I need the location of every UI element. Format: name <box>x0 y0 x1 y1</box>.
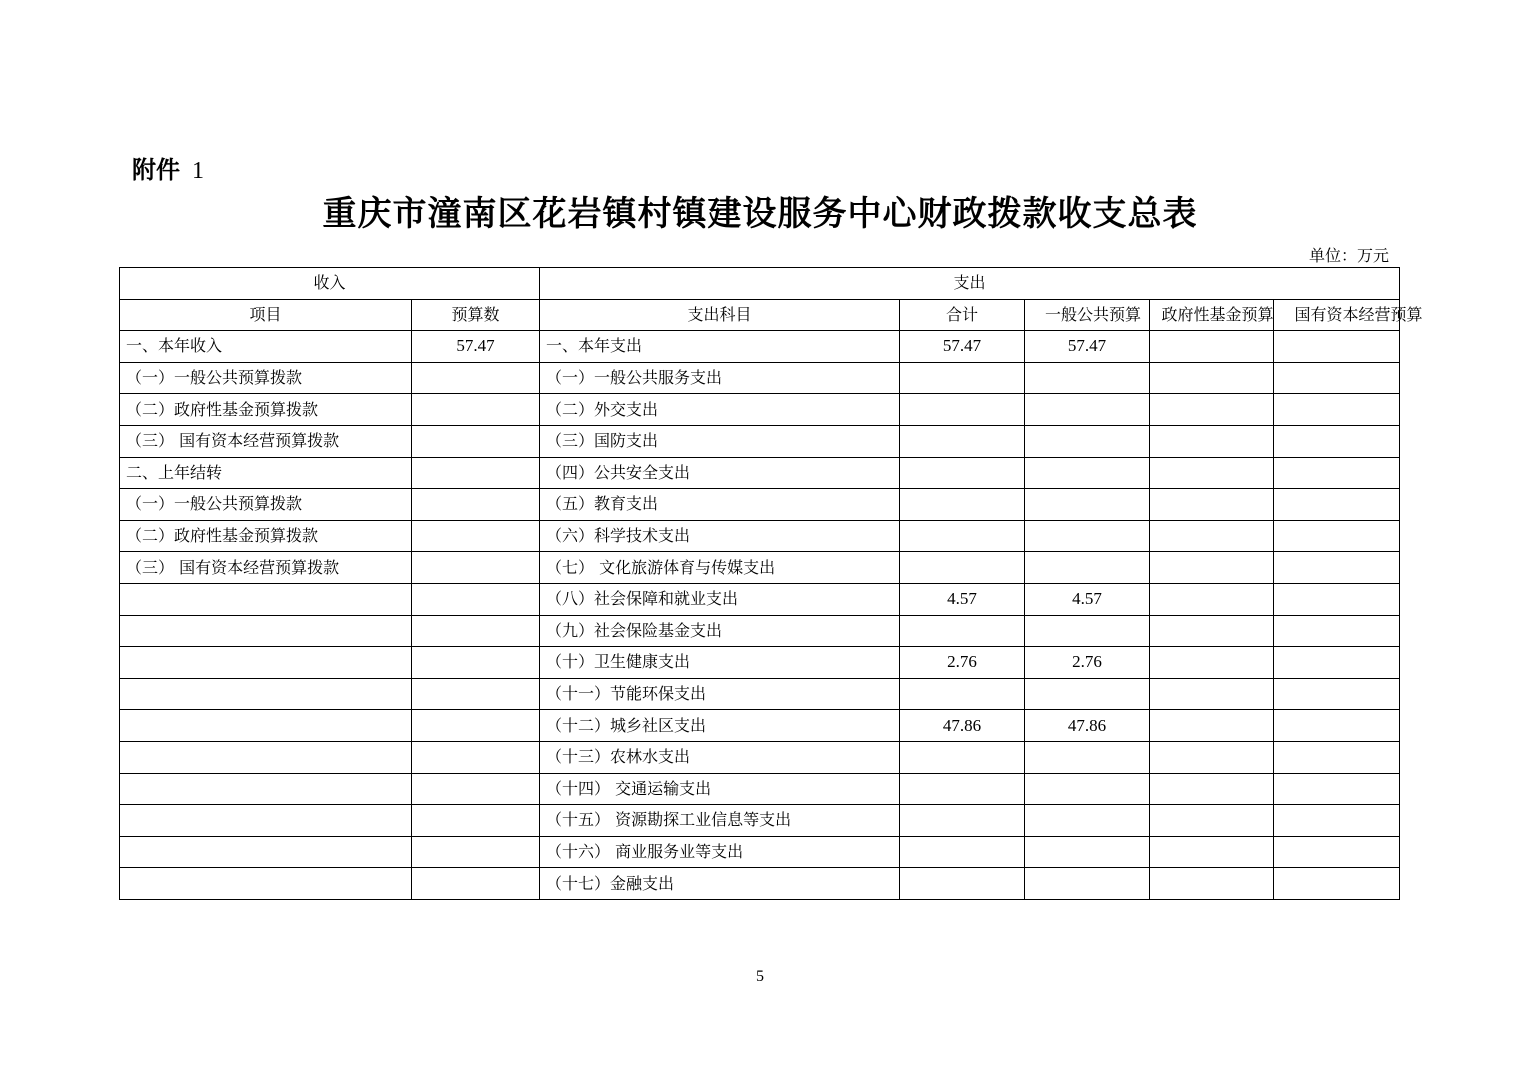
table-row <box>120 868 1400 900</box>
gov-fund-cell <box>1150 868 1274 900</box>
general-public-cell: 2.76 <box>1025 647 1150 679</box>
table-row <box>120 425 1400 457</box>
income-budget-cell <box>412 394 540 426</box>
table-row <box>120 520 1400 552</box>
total-cell <box>900 552 1025 584</box>
income-budget-cell <box>412 425 540 457</box>
state-capital-cell <box>1274 457 1400 489</box>
income-item-cell: （二）政府性基金预算拨款 <box>120 520 412 552</box>
total-cell: 47.86 <box>900 710 1025 742</box>
income-item-cell: 二、上年结转 <box>120 457 412 489</box>
general-public-cell <box>1025 836 1150 868</box>
income-budget-cell <box>412 520 540 552</box>
income-budget-cell <box>412 362 540 394</box>
state-capital-cell <box>1274 805 1400 837</box>
gov-fund-cell <box>1150 741 1274 773</box>
gov-fund-cell <box>1150 678 1274 710</box>
general-public-cell <box>1025 741 1150 773</box>
group-header-row <box>120 268 1400 300</box>
total-cell <box>900 741 1025 773</box>
income-budget-cell <box>412 583 540 615</box>
income-budget-cell <box>412 710 540 742</box>
general-public-cell <box>1025 773 1150 805</box>
state-capital-cell <box>1274 425 1400 457</box>
gov-fund-cell <box>1150 489 1274 521</box>
total-cell <box>900 394 1025 426</box>
income-budget-cell <box>412 741 540 773</box>
table-row <box>120 552 1400 584</box>
table-row <box>120 331 1400 363</box>
general-public-cell <box>1025 615 1150 647</box>
income-item-cell: （二）政府性基金预算拨款 <box>120 394 412 426</box>
total-cell <box>900 868 1025 900</box>
income-item-cell <box>120 710 412 742</box>
total-cell: 4.57 <box>900 583 1025 615</box>
income-budget-cell <box>412 552 540 584</box>
general-public-cell <box>1025 805 1150 837</box>
general-public-cell <box>1025 678 1150 710</box>
expense-item-cell: （五）教育支出 <box>540 489 900 521</box>
income-budget-cell <box>412 773 540 805</box>
table-row <box>120 773 1400 805</box>
expense-item-cell: （十六） 商业服务业等支出 <box>540 836 900 868</box>
col-header-expense-subject: 支出科目 <box>540 299 900 331</box>
gov-fund-cell <box>1150 425 1274 457</box>
state-capital-cell <box>1274 710 1400 742</box>
total-cell <box>900 773 1025 805</box>
gov-fund-cell <box>1150 710 1274 742</box>
col-header-budget: 预算数 <box>412 299 540 331</box>
expense-item-cell: （一）一般公共服务支出 <box>540 362 900 394</box>
expense-group-header: 支出 <box>540 268 1400 300</box>
total-cell <box>900 425 1025 457</box>
attachment-text: 附件 <box>132 156 180 184</box>
gov-fund-cell <box>1150 331 1274 363</box>
table-row <box>120 805 1400 837</box>
state-capital-cell <box>1274 615 1400 647</box>
gov-fund-cell <box>1150 552 1274 584</box>
table-row <box>120 741 1400 773</box>
budget-table <box>119 267 1423 900</box>
attachment-label <box>132 150 204 185</box>
table-row <box>120 710 1400 742</box>
state-capital-cell <box>1274 331 1400 363</box>
gov-fund-cell <box>1150 457 1274 489</box>
general-public-cell <box>1025 425 1150 457</box>
expense-item-cell: 一、本年支出 <box>540 331 900 363</box>
income-budget-cell <box>412 615 540 647</box>
unit-label: 单位：万元 <box>1308 246 1389 265</box>
table-row <box>120 457 1400 489</box>
income-item-cell <box>120 868 412 900</box>
col-header-state-capital <box>1274 299 1423 331</box>
col-header-total: 合计 <box>900 299 1025 331</box>
general-public-cell <box>1025 520 1150 552</box>
table-row <box>120 678 1400 710</box>
general-public-cell <box>1025 457 1150 489</box>
total-cell: 57.47 <box>900 331 1025 363</box>
income-item-cell: （三） 国有资本经营预算拨款 <box>120 552 412 584</box>
table-row <box>120 489 1400 521</box>
expense-item-cell: （十）卫生健康支出 <box>540 647 900 679</box>
state-capital-cell <box>1274 520 1400 552</box>
table-row <box>120 615 1400 647</box>
total-cell <box>900 457 1025 489</box>
income-item-cell <box>120 678 412 710</box>
income-item-cell <box>120 836 412 868</box>
expense-item-cell: （七） 文化旅游体育与传媒支出 <box>540 552 900 584</box>
total-cell: 2.76 <box>900 647 1025 679</box>
col-header-state-capital-text: 国有资本经营预算 <box>1294 304 1423 324</box>
gov-fund-cell <box>1150 394 1274 426</box>
income-budget-cell <box>412 836 540 868</box>
page-number: 5 <box>756 968 764 985</box>
total-cell <box>900 836 1025 868</box>
gov-fund-cell <box>1150 362 1274 394</box>
expense-item-cell: （十三）农林水支出 <box>540 741 900 773</box>
income-item-cell <box>120 615 412 647</box>
col-header-item: 项目 <box>120 299 412 331</box>
general-public-cell: 47.86 <box>1025 710 1150 742</box>
col-header-general-public-text: 一般公共预算 <box>1045 304 1142 324</box>
gov-fund-cell <box>1150 583 1274 615</box>
expense-item-cell: （八）社会保障和就业支出 <box>540 583 900 615</box>
income-item-cell: （一）一般公共预算拨款 <box>120 489 412 521</box>
income-budget-cell <box>412 647 540 679</box>
col-header-gov-fund <box>1150 299 1274 331</box>
page-title: 重庆市潼南区花岩镇村镇建设服务中心财政拨款收支总表 <box>322 194 1198 234</box>
total-cell <box>900 520 1025 552</box>
table-row <box>120 583 1400 615</box>
state-capital-cell <box>1274 489 1400 521</box>
expense-item-cell: （二）外交支出 <box>540 394 900 426</box>
state-capital-cell <box>1274 647 1400 679</box>
state-capital-cell <box>1274 836 1400 868</box>
state-capital-cell <box>1274 773 1400 805</box>
expense-item-cell: （十七）金融支出 <box>540 868 900 900</box>
income-item-cell: 一、本年收入 <box>120 331 412 363</box>
table-row <box>120 647 1400 679</box>
table-row <box>120 394 1400 426</box>
income-budget-cell: 57.47 <box>412 331 540 363</box>
income-item-cell <box>120 583 412 615</box>
total-cell <box>900 362 1025 394</box>
gov-fund-cell <box>1150 615 1274 647</box>
expense-item-cell: （十二）城乡社区支出 <box>540 710 900 742</box>
expense-item-cell: （四）公共安全支出 <box>540 457 900 489</box>
total-cell <box>900 678 1025 710</box>
state-capital-cell <box>1274 552 1400 584</box>
income-budget-cell <box>412 489 540 521</box>
income-group-header: 收入 <box>120 268 540 300</box>
table-row <box>120 362 1400 394</box>
general-public-cell: 4.57 <box>1025 583 1150 615</box>
income-item-cell <box>120 647 412 679</box>
expense-item-cell: （十五） 资源勘探工业信息等支出 <box>540 805 900 837</box>
total-cell <box>900 489 1025 521</box>
expense-item-cell: （三）国防支出 <box>540 425 900 457</box>
income-item-cell: （一）一般公共预算拨款 <box>120 362 412 394</box>
income-budget-cell <box>412 678 540 710</box>
income-item-cell <box>120 805 412 837</box>
state-capital-cell <box>1274 394 1400 426</box>
expense-item-cell: （九）社会保险基金支出 <box>540 615 900 647</box>
income-item-cell <box>120 773 412 805</box>
income-item-cell: （三） 国有资本经营预算拨款 <box>120 425 412 457</box>
general-public-cell: 57.47 <box>1025 331 1150 363</box>
income-item-cell <box>120 741 412 773</box>
table-row <box>120 836 1400 868</box>
general-public-cell <box>1025 394 1150 426</box>
general-public-cell <box>1025 552 1150 584</box>
col-header-gov-fund-text: 政府性基金预算 <box>1161 304 1274 324</box>
total-cell <box>900 805 1025 837</box>
income-budget-cell <box>412 868 540 900</box>
state-capital-cell <box>1274 362 1400 394</box>
gov-fund-cell <box>1150 836 1274 868</box>
general-public-cell <box>1025 868 1150 900</box>
state-capital-cell <box>1274 583 1400 615</box>
state-capital-cell <box>1274 678 1400 710</box>
attachment-number: 1 <box>192 158 204 184</box>
gov-fund-cell <box>1150 647 1274 679</box>
gov-fund-cell <box>1150 520 1274 552</box>
expense-item-cell: （十四） 交通运输支出 <box>540 773 900 805</box>
col-header-general-public <box>1025 299 1150 331</box>
gov-fund-cell <box>1150 773 1274 805</box>
expense-item-cell: （六）科学技术支出 <box>540 520 900 552</box>
total-cell <box>900 615 1025 647</box>
income-budget-cell <box>412 805 540 837</box>
state-capital-cell <box>1274 868 1400 900</box>
gov-fund-cell <box>1150 805 1274 837</box>
income-budget-cell <box>412 457 540 489</box>
state-capital-cell <box>1274 741 1400 773</box>
expense-item-cell: （十一）节能环保支出 <box>540 678 900 710</box>
general-public-cell <box>1025 489 1150 521</box>
general-public-cell <box>1025 362 1150 394</box>
column-header-row <box>120 299 1400 331</box>
